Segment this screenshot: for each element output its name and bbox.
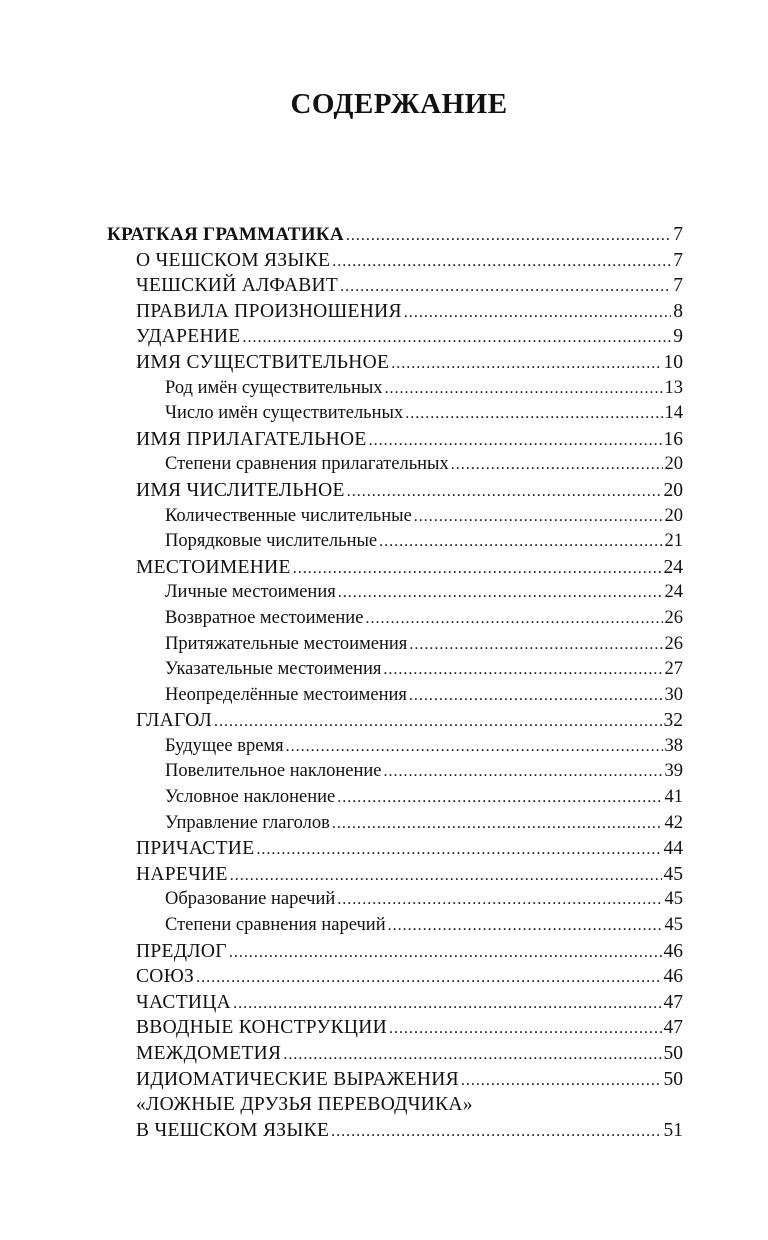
toc-entry-label: Управление глаголов	[165, 812, 330, 833]
toc-entry[interactable]	[107, 555, 683, 581]
toc-entry[interactable]	[107, 862, 683, 888]
toc-entry-label: Будущее время	[165, 735, 284, 756]
toc-page-number: 41	[664, 787, 683, 808]
dot-leader	[286, 734, 663, 760]
toc-entry[interactable]	[107, 759, 683, 785]
toc-entry[interactable]	[107, 1092, 683, 1118]
toc-page-number: 45	[664, 889, 683, 910]
toc-entry[interactable]	[107, 836, 683, 862]
toc-entry[interactable]	[107, 708, 683, 734]
dot-leader	[340, 274, 671, 300]
toc-page-number: 42	[664, 812, 683, 833]
toc-entry-label: Степени сравнения прилагательных	[165, 454, 449, 475]
toc-entry-label: СОЮЗ	[136, 966, 195, 988]
toc-page-number: 47	[663, 991, 683, 1013]
dot-leader	[385, 376, 663, 402]
toc-page-number: 8	[673, 300, 683, 322]
toc-entry-label: О ЧЕШСКОМ ЯЗЫКЕ	[136, 249, 331, 271]
toc-entry-label: МЕЖДОМЕТИЯ	[136, 1043, 282, 1064]
toc-page-number: 9	[673, 326, 683, 348]
toc-entry[interactable]	[107, 811, 683, 837]
toc-entry-label: ПРИЧАСТИЕ	[136, 838, 255, 860]
toc-page-number: 24	[663, 556, 683, 578]
dot-leader	[369, 428, 662, 454]
page-title: СОДЕРЖАНИЕ	[290, 88, 508, 120]
dot-leader	[233, 991, 661, 1017]
toc-entry-label: Указательные местоимения	[165, 659, 382, 680]
toc-page-number: 7	[673, 224, 683, 245]
toc-entry-label: УДАРЕНИЕ	[136, 326, 241, 348]
dot-leader	[331, 1119, 661, 1145]
toc-entry[interactable]	[107, 350, 683, 376]
toc-entry[interactable]	[107, 606, 683, 632]
toc-entry[interactable]	[107, 478, 683, 504]
toc-page-number: 16	[663, 428, 683, 450]
toc-entry-label: Неопределённые местоимения	[165, 684, 407, 705]
toc-page-number: 39	[664, 761, 683, 782]
toc-entry-label: Род имён существительных	[165, 377, 383, 398]
toc-entry[interactable]	[107, 913, 683, 939]
dot-leader	[214, 709, 661, 735]
toc-page-number: 46	[663, 940, 683, 962]
dot-leader	[405, 401, 662, 427]
toc-entry-label: Притяжательные местоимения	[165, 633, 408, 654]
dot-leader	[388, 913, 663, 939]
toc-page-number: 45	[663, 863, 683, 885]
toc-page-number: 51	[663, 1119, 683, 1141]
toc-entry[interactable]	[107, 657, 683, 683]
toc-page-number: 45	[664, 915, 683, 936]
toc-entry-label: Порядковые числительные	[165, 531, 378, 552]
toc-entry-label: Личные местоимения	[165, 582, 336, 603]
toc-entry[interactable]	[107, 452, 683, 478]
toc-entry-label: ГЛАГОЛ	[136, 710, 213, 732]
toc-entry[interactable]	[107, 529, 683, 555]
toc-entry[interactable]	[107, 376, 683, 402]
toc-entry[interactable]	[107, 632, 683, 658]
dot-leader	[283, 1042, 661, 1068]
toc-entry[interactable]	[107, 1118, 683, 1144]
toc-entry[interactable]	[107, 324, 683, 350]
toc-entry-label: Степени сравнения наречий	[165, 915, 386, 936]
toc-entry[interactable]	[107, 248, 683, 274]
dot-leader	[365, 606, 662, 632]
table-of-contents	[107, 222, 683, 1143]
toc-entry-label: В ЧЕШСКОМ ЯЗЫКЕ	[136, 1119, 330, 1141]
toc-page-number: 46	[663, 966, 683, 988]
toc-page-number: 50	[663, 1068, 683, 1090]
dot-leader	[414, 504, 663, 530]
toc-entry[interactable]	[107, 683, 683, 709]
toc-entry[interactable]	[107, 1067, 683, 1093]
dot-leader	[338, 580, 663, 606]
dot-leader	[293, 556, 662, 582]
toc-entry[interactable]	[107, 887, 683, 913]
toc-page-number: 38	[664, 735, 683, 756]
toc-page-number: 26	[664, 633, 683, 654]
toc-entry-label: Количественные числительные	[165, 505, 412, 526]
toc-page-number: 44	[663, 838, 683, 860]
toc-entry[interactable]	[107, 990, 683, 1016]
toc-page-number: 50	[663, 1043, 683, 1064]
dot-leader	[337, 785, 662, 811]
dot-leader	[451, 452, 663, 478]
dot-leader	[409, 632, 662, 658]
toc-entry[interactable]	[107, 1015, 683, 1041]
toc-entry[interactable]	[107, 785, 683, 811]
toc-page-number: 7	[673, 275, 683, 297]
toc-entry[interactable]	[107, 427, 683, 453]
toc-entry[interactable]	[107, 580, 683, 606]
dot-leader	[391, 351, 661, 377]
dot-leader	[347, 479, 662, 505]
dot-leader	[196, 965, 661, 991]
dot-leader	[409, 683, 663, 709]
toc-entry-label: ЧЕШСКИЙ АЛФАВИТ	[136, 275, 339, 297]
toc-entry[interactable]	[107, 734, 683, 760]
toc-entry[interactable]	[107, 299, 683, 325]
toc-entry-label: ПРАВИЛА ПРОИЗНОШЕНИЯ	[136, 300, 402, 322]
toc-page-number: 10	[663, 351, 683, 373]
toc-entry-label: КРАТКАЯ ГРАММАТИКА	[107, 224, 344, 245]
dot-leader	[332, 811, 663, 837]
toc-page-number: 32	[663, 710, 683, 732]
dot-leader	[346, 223, 671, 249]
toc-entry-label: Повелительное наклонение	[165, 761, 382, 782]
toc-entry-label: НАРЕЧИЕ	[136, 863, 228, 885]
toc-page-number: 20	[663, 479, 683, 501]
toc-entry-label: ИДИОМАТИЧЕСКИЕ ВЫРАЖЕНИЯ	[136, 1068, 459, 1090]
toc-entry[interactable]	[107, 939, 683, 965]
toc-page-number: 24	[664, 582, 683, 603]
dot-leader	[383, 657, 662, 683]
toc-entry-label: ИМЯ ЧИСЛИТЕЛЬНОЕ	[136, 479, 345, 501]
toc-entry-label: МЕСТОИМЕНИЕ	[136, 556, 291, 578]
toc-entry-label: Образование наречий	[165, 889, 336, 910]
toc-entry-label: «ЛОЖНЫЕ ДРУЗЬЯ ПЕРЕВОДЧИКА»	[136, 1094, 473, 1116]
toc-entry-label: ИМЯ СУЩЕСТВИТЕЛЬНОЕ	[136, 351, 390, 373]
dot-leader	[332, 249, 671, 275]
dot-leader	[461, 1068, 662, 1094]
toc-page-number: 27	[664, 659, 683, 680]
dot-leader	[379, 529, 662, 555]
dot-leader	[230, 863, 662, 889]
toc-entry[interactable]	[107, 504, 683, 530]
dot-leader	[404, 300, 671, 326]
toc-page-number: 7	[673, 249, 683, 271]
toc-page-number: 13	[664, 377, 683, 398]
dot-leader	[337, 887, 662, 913]
toc-page-number: 30	[664, 684, 683, 705]
toc-page-number: 20	[664, 505, 683, 526]
toc-entry[interactable]	[107, 222, 683, 248]
toc-entry[interactable]	[107, 401, 683, 427]
toc-entry-label: Число имён существительных	[165, 403, 404, 424]
dot-leader	[242, 325, 671, 351]
toc-page-number: 20	[664, 454, 683, 475]
dot-leader	[383, 759, 662, 785]
dot-leader	[389, 1016, 661, 1042]
toc-entry[interactable]	[107, 273, 683, 299]
toc-page-number: 47	[663, 1017, 683, 1039]
toc-page-number: 14	[664, 403, 683, 424]
toc-entry-label: Условное наклонение	[165, 787, 336, 808]
toc-entry-label: ИМЯ ПРИЛАГАТЕЛЬНОЕ	[136, 428, 367, 450]
toc-entry-label: ВВОДНЫЕ КОНСТРУКЦИИ	[136, 1017, 388, 1039]
toc-entry[interactable]	[107, 1041, 683, 1067]
dot-leader	[229, 940, 662, 966]
toc-page-number: 26	[664, 607, 683, 628]
toc-page-number: 21	[664, 531, 683, 552]
toc-entry-label: Возвратное местоимение	[165, 607, 364, 628]
toc-entry[interactable]	[107, 964, 683, 990]
dot-leader	[256, 837, 661, 863]
toc-entry-label: ПРЕДЛОГ	[136, 940, 227, 962]
toc-entry-label: ЧАСТИЦА	[136, 991, 232, 1013]
